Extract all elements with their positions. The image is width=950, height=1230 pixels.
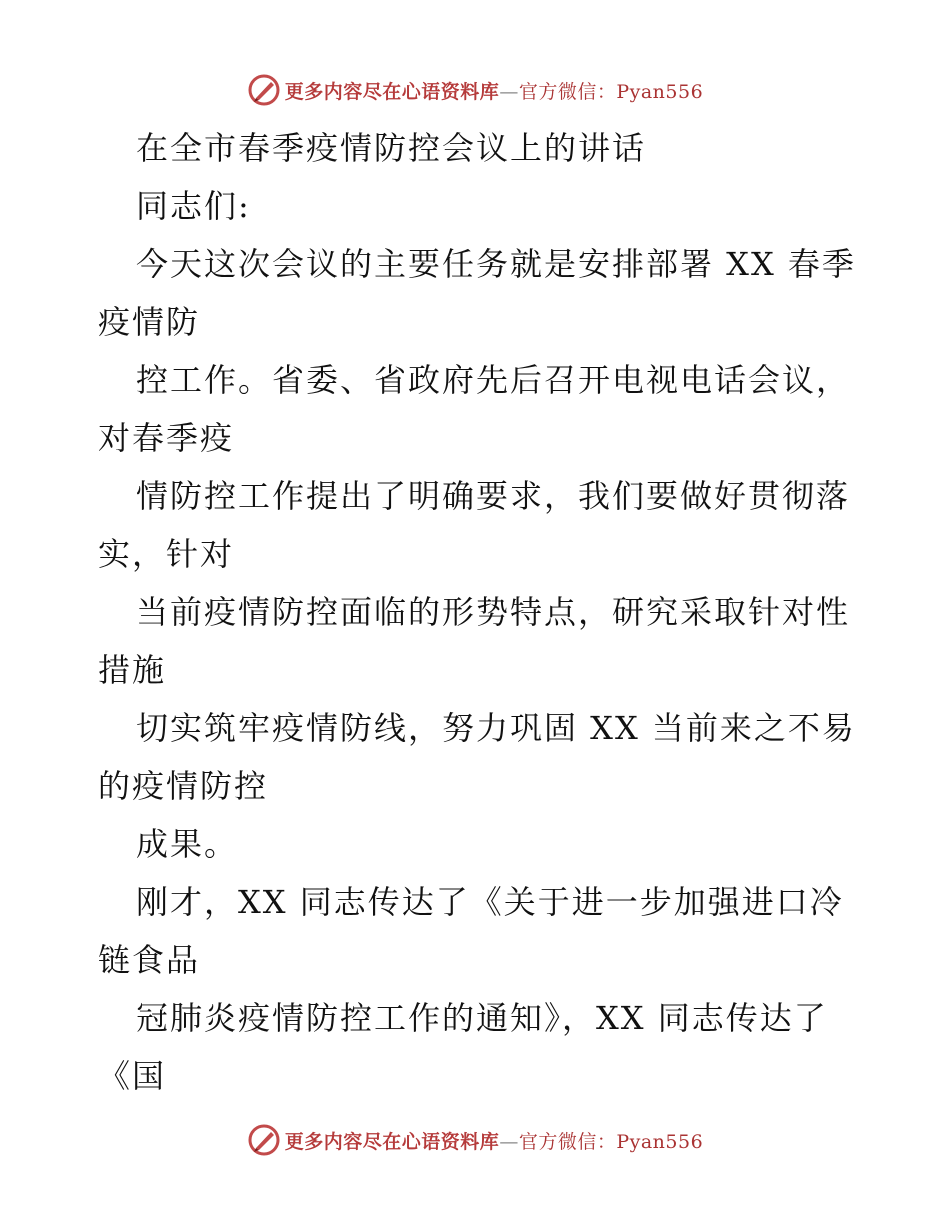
- paragraph-line: 对春季疫: [98, 419, 235, 457]
- pen-logo-icon: [247, 1123, 281, 1157]
- paragraph-line: 今天这次会议的主要任务就是安排部署 XX 春季: [136, 245, 856, 283]
- document-title: 在全市春季疫情防控会议上的讲话: [136, 129, 647, 167]
- paragraph-line: 的疫情防控: [98, 767, 269, 805]
- paragraph-line: 冠肺炎疫情防控工作的通知》，XX 同志传达了: [136, 999, 828, 1037]
- banner-text: 更多内容尽在心语资料库—官方微信：Pyan556: [284, 1130, 704, 1153]
- salutation: 同志们:: [136, 187, 251, 225]
- pen-logo-icon: [247, 73, 281, 107]
- paragraph-line: 成果。: [136, 825, 239, 863]
- paragraph-line: 实，针对: [98, 535, 235, 573]
- paragraph-line: 当前疫情防控面临的形势特点，研究采取针对性: [136, 593, 851, 631]
- footer-watermark-banner: [0, 1120, 950, 1160]
- banner-text: 更多内容尽在心语资料库—官方微信：Pyan556: [284, 80, 704, 103]
- paragraph-line: 切实筑牢疫情防线，努力巩固 XX 当前来之不易: [136, 709, 856, 747]
- paragraph-line: 控工作。省委、省政府先后召开电视电话会议，: [136, 361, 851, 399]
- paragraph-line: 《国: [98, 1057, 167, 1095]
- paragraph-line: 情防控工作提出了明确要求，我们要做好贯彻落: [136, 477, 851, 515]
- paragraph-line: 措施: [98, 651, 167, 689]
- paragraph-line: 疫情防: [98, 303, 201, 341]
- header-watermark-banner: [0, 70, 950, 110]
- paragraph-line: 刚才，XX 同志传达了《关于进一步加强进口冷: [136, 883, 844, 921]
- paragraph-line: 链食品: [98, 941, 201, 979]
